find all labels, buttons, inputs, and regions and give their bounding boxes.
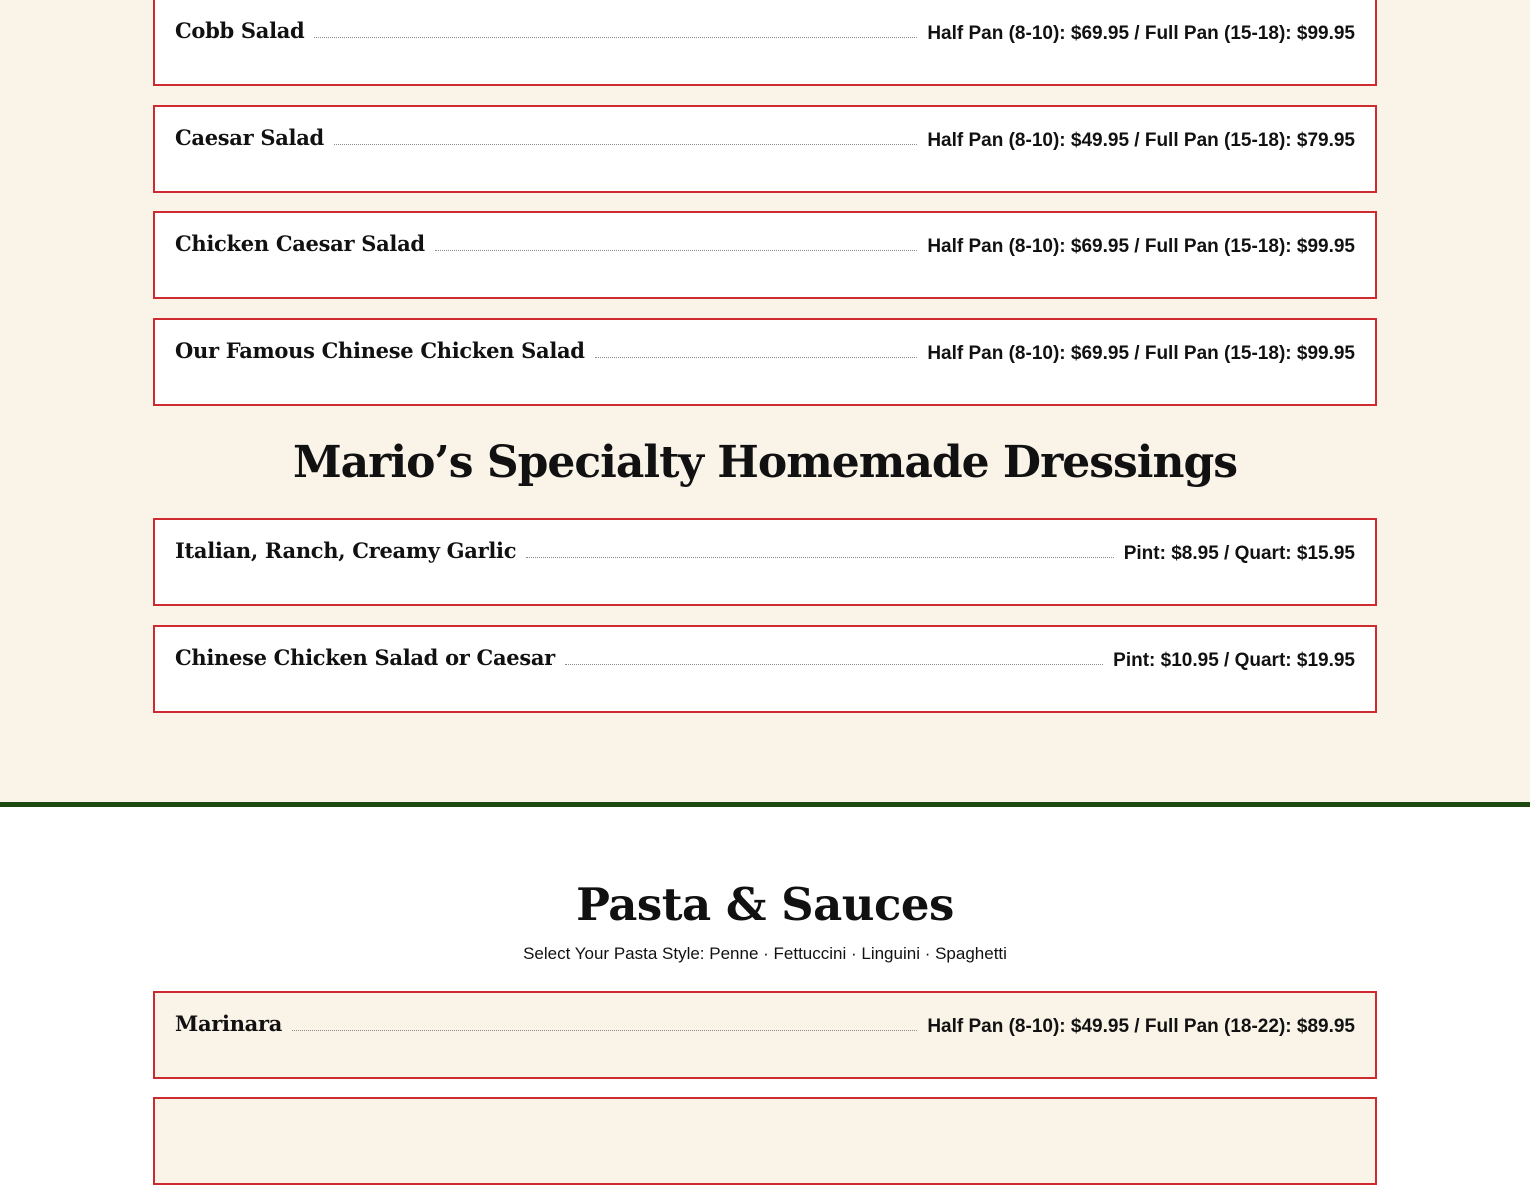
menu-item-dressings-italian-ranch-garlic — [153, 518, 1377, 606]
item-price: Half Pan (8-10): $69.95 / Full Pan (15-18): $99.95 — [927, 236, 1355, 257]
dotted-leader — [595, 356, 918, 358]
dotted-leader — [435, 249, 918, 251]
item-price: Pint: $10.95 / Quart: $19.95 — [1113, 650, 1355, 671]
item-name: Chicken Caesar Salad — [175, 231, 425, 256]
menu-item-dressings-chinese-caesar — [153, 625, 1377, 713]
menu-item-partial — [153, 1097, 1377, 1185]
dotted-leader — [565, 663, 1103, 665]
item-name: Cobb Salad — [175, 18, 305, 43]
menu-item-chinese-chicken-salad — [153, 318, 1377, 406]
item-name: Caesar Salad — [175, 125, 324, 150]
dotted-leader — [526, 556, 1114, 558]
item-name: Italian, Ranch, Creamy Garlic — [175, 538, 517, 563]
menu-item-caesar-salad — [153, 105, 1377, 193]
menu-item-cobb-salad — [153, 0, 1377, 86]
item-price: Pint: $8.95 / Quart: $15.95 — [1123, 543, 1355, 564]
item-price: Half Pan (8-10): $69.95 / Full Pan (15-18): $99.95 — [927, 23, 1355, 44]
menu-item-chicken-caesar-salad — [153, 211, 1377, 299]
dotted-leader — [314, 36, 917, 38]
dotted-leader — [292, 1029, 917, 1031]
item-price: Half Pan (8-10): $49.95 / Full Pan (18-22): $89.95 — [927, 1016, 1355, 1037]
item-price: Half Pan (8-10): $69.95 / Full Pan (15-18): $99.95 — [927, 343, 1355, 364]
item-name: Chinese Chicken Salad or Caesar — [175, 645, 555, 670]
item-name: Marinara — [175, 1011, 283, 1036]
menu-item-marinara — [153, 991, 1377, 1079]
pasta-heading: Pasta & Sauces — [576, 878, 954, 931]
dressings-heading: Mario’s Specialty Homemade Dressings — [292, 437, 1238, 488]
pasta-style-subtitle: Select Your Pasta Style: Penne · Fettuccini · Linguini · Spaghetti — [523, 944, 1007, 963]
item-name: Our Famous Chinese Chicken Salad — [175, 338, 585, 363]
dotted-leader — [334, 143, 917, 145]
item-price: Half Pan (8-10): $49.95 / Full Pan (15-18): $79.95 — [927, 130, 1355, 151]
